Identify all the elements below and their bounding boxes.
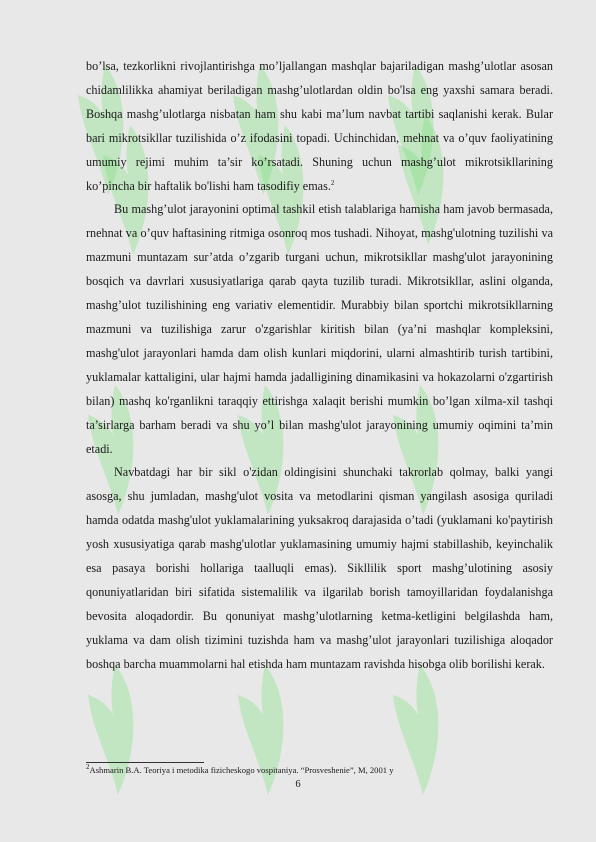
paragraph (86, 461, 553, 676)
paragraph-text: bo’lsa, tezkorlikni rivojlantirishga mo’ljallangan mashqlar bajariladigan mashg’ulotlar asosan chidamlilikka ahamiyat beriladigan mashg’ulotlardan oldin bo'lsa eng yaxshi samara beradi. Boshqa mashg’ulotlarga nisbatan ham shu kabi ma’lum navbat tartibi saqlanishi kerak. Bular bari mikrotsikllar tuzilishida o’z ifodasini topadi. Uchinchidan, mehnat va o’quv faoliyatining umumiy rejimi muhim ta’sir ko’rsatadi. Shuning uchun mashg’ulot mikrotsikllarining ko’pincha bir haftalik bo'lishi ham tasodifiy emas. (86, 59, 553, 193)
footnote-text: Ashmarin B.A. Teoriya i metodika fizicheskogo vospitaniya. “Prosveshenie”, M, 2001 y (89, 765, 394, 775)
footnote (86, 765, 556, 776)
paragraph (86, 55, 553, 198)
paragraph-text: Navbatdagi har bir sikl o'zidan oldingisini shunchaki takrorlab qolmay, balki yangi asosga, shu jumladan, mashg'ulot vosita va metodlarini qisman yangilash asosiga quriladi hamda odatda mashg'ulot yuklamalarining yuksakroq darajasida o’tadi (yuklamani ko'paytirish yosh xususiyatiga qarab mashg'ulotlar yuklamasining umumiy hajmi stabillashib, keyinchalik esa pasaya borishi hollariga taalluqli emas). Sikllilik sport mashg’ulotining asosiy qonuniyatlaridan biri sifatida sistemalilik va ilgarilab borish tamoyillaridan foydalanishga bevosita aloqadordir. Bu qonuniyat mashg’ulotlarning ketma-ketligini belgilashda ham, yuklama va dam olish tizimini tuzishda ham va mashg’ulot jarayonlari tuzilishiga aloqador boshqa barcha muammolarni hal etishda ham muntazam ravishda hisobga olib borilishi kerak. (86, 465, 553, 671)
paragraph-text: Bu mashg’ulot jarayonini optimal tashkil etish talablariga hamisha ham javob bermasada, rnehnat va o’quv haftasining ritmiga osonroq mos tushadi. Nihoyat, mashg'ulotning tuzilishi va mazmuni muntazam sur’atda o’zgarib turgani uchun, mikrotsikllar mashg'ulot jarayonining bosqich va davrlari xususiyatlariga qarab qayta tuzilib turadi. Mikrotsikllar, aslini olganda, mashg’ulot tuzilishining eng variativ elementidir. Murabbiy bilan sportchi mikrotsikllarning mazmuni va tuzilishiga zarur o'zgarishlar kiritish bilan (ya’ni mashqlar kompleksini, mashg'ulot jarayonlari hamda dam olish kunlari miqdorini, ularni almashtirib turish tartibini, yuklamalar kattaligini, ular hajmi hamda jadalligining dinamikasini va hokazolarni o'zgartirish bilan) mashq ko'rganlikni taraqqiy ettirishga xalaqit berishi mumkin bo’lgan xilma-xil tashqi ta’sirlarga barham beradi va shu yo’l bilan mashg'ulot jarayonining umumiy oqimini ta’min etadi. (86, 202, 553, 456)
footnote-divider (86, 762, 204, 763)
page-number: 6 (295, 779, 301, 790)
footnote-reference[interactable]: 2 (330, 178, 335, 187)
paragraph (86, 198, 553, 461)
footnote-marker: 2 (86, 763, 90, 772)
body-text (86, 55, 553, 677)
